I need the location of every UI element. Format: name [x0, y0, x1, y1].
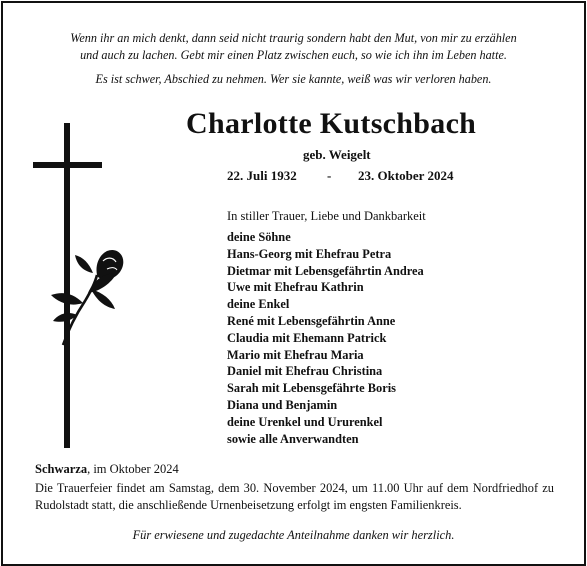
cross-icon: [33, 123, 133, 453]
deceased-name: Charlotte Kutschbach: [186, 107, 477, 140]
date-separator: -: [327, 168, 332, 183]
mourner-line: Diana und Benjamin: [227, 397, 338, 412]
mourner-line: Mario mit Ehefrau Maria: [227, 347, 364, 362]
mourner-line: sowie alle Anverwandten: [227, 431, 359, 446]
mourning-intro: In stiller Trauer, Liebe und Dankbarkeit: [227, 209, 426, 223]
mourner-line: deine Söhne: [227, 230, 291, 244]
mourner-line: Claudia mit Ehemann Patrick: [227, 330, 387, 345]
mourner-line: deine Enkel: [227, 297, 290, 312]
opening-quote-line-2: und auch zu lachen. Gebt mir einen Platz zwischen euch, so wie ich ihn im Leben hatte.: [80, 48, 507, 62]
place-and-date: [35, 462, 179, 477]
birth-name: geb. Weigelt: [303, 147, 371, 162]
mourner-line: Hans-Georg mit Ehefrau Petra: [227, 246, 392, 261]
cross-vertical-beam: [64, 123, 70, 448]
mourner-line: Daniel mit Ehefrau Christina: [227, 364, 383, 379]
mourner-line: deine Urenkel und Ururenkel: [227, 414, 383, 429]
mourner-line: René mit Lebensgefährtin Anne: [227, 313, 396, 328]
thanks-line: Für erwiesene und zugedachte Anteilnahme danken wir herzlich.: [132, 528, 455, 542]
mourner-line: Sarah mit Lebensgefährte Boris: [227, 381, 396, 396]
place-town: Schwarza: [35, 462, 88, 476]
cross-horizontal-beam: [33, 162, 102, 168]
mourners-list: [227, 229, 424, 447]
rose-icon: [51, 250, 123, 345]
opening-quote-line-1: Wenn ihr an mich denkt, dann seid nicht traurig sondern habt den Mut, von mir zu erzählen: [70, 31, 517, 45]
farewell-quote: Es ist schwer, Abschied zu nehmen. Wer sie kannte, weiß was wir verloren haben.: [95, 72, 492, 86]
mourner-line: Uwe mit Ehefrau Kathrin: [227, 280, 364, 295]
birth-date: 22. Juli 1932: [227, 168, 297, 183]
obituary-notice: [1, 1, 586, 566]
mourner-line: Dietmar mit Lebensgefährtin Andrea: [227, 263, 424, 278]
opening-quote: [23, 30, 564, 64]
death-date: 23. Oktober 2024: [358, 168, 454, 183]
funeral-service-text: Die Trauerfeier findet am Samstag, dem 30. November 2024, um 11.00 Uhr auf dem Nordfriedhof zu Rudolstadt statt, die anschließende Urnenbeisetzung erfolgt im engsten Familienkreis.: [35, 481, 554, 512]
place-date: , im Oktober 2024: [87, 462, 179, 476]
